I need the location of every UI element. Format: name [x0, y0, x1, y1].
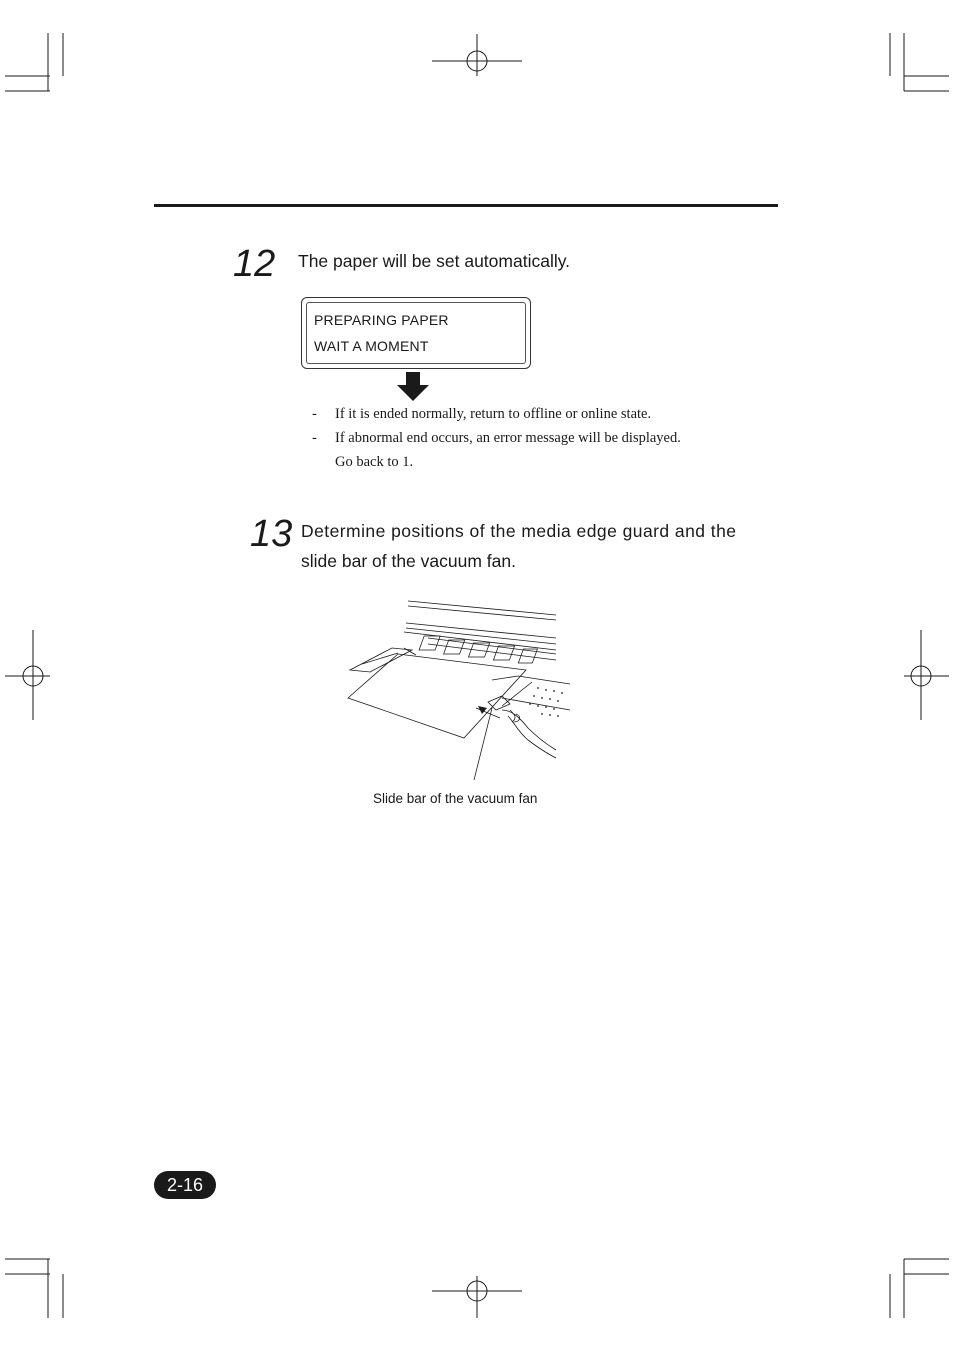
display-line-1: PREPARING PAPER — [314, 312, 449, 328]
header-rule — [154, 204, 778, 207]
step-number: 13 — [250, 513, 293, 555]
step-number: 12 — [233, 243, 276, 285]
operation-panel-display — [301, 297, 531, 369]
step-instruction-line-1: Determine positions of the media edge guard and the — [301, 521, 737, 541]
note-item: If abnormal end occurs, an error message will be displayed. — [335, 430, 681, 446]
figure-caption: Slide bar of the vacuum fan — [373, 791, 538, 806]
plotter-media-illustration — [342, 598, 572, 788]
display-line-2: WAIT A MOMENT — [314, 338, 429, 354]
note-dash: - — [312, 406, 317, 422]
note-dash: - — [312, 430, 317, 446]
step-instruction-line-2: slide bar of the vacuum fan. — [301, 551, 516, 571]
step-instruction: The paper will be set automatically. — [298, 251, 571, 271]
page-number-badge: 2-16 — [154, 1171, 216, 1199]
note-item: Go back to 1. — [335, 454, 414, 470]
down-arrow-icon — [397, 372, 429, 402]
note-item: If it is ended normally, return to offline or online state. — [335, 406, 652, 422]
